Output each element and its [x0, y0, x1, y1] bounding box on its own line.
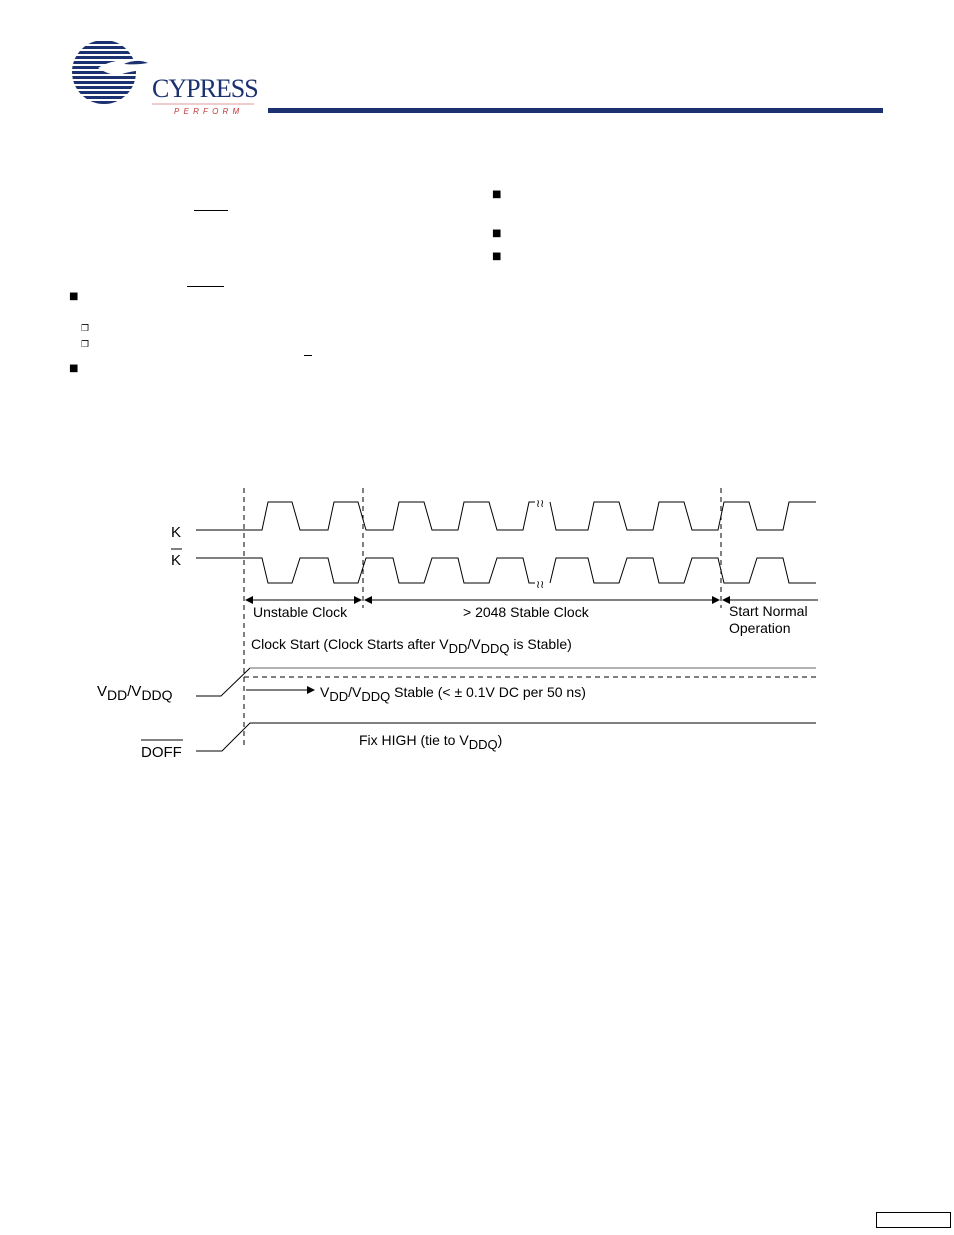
svg-text:CYPRESS: CYPRESS	[152, 74, 258, 103]
k-waveform	[196, 502, 816, 530]
vdd-ramp-line	[196, 668, 250, 696]
bullet-marker: ■	[492, 251, 502, 262]
fix-high-note: Fix HIGH (tie to VDDQ)	[359, 732, 503, 752]
page-number-box	[876, 1212, 951, 1228]
k-bar-label: K	[171, 552, 182, 569]
k-label: K	[171, 524, 182, 541]
svg-text:PERFORM: PERFORM	[174, 107, 244, 116]
doff-label: DOFF	[141, 744, 182, 761]
sub-bullet-marker: ❐	[81, 340, 90, 350]
clock-start-note: Clock Start (Clock Starts after VDD/VDDQ is Stable)	[251, 636, 572, 656]
operation-label: Operation	[729, 620, 791, 636]
sub-bullet-marker: ❐	[81, 324, 90, 334]
doff-ramp-line	[196, 723, 816, 751]
start-normal-label: Start Normal	[729, 603, 808, 619]
bullet-marker: ■	[492, 189, 502, 200]
break-symbol: ≀≀	[536, 579, 545, 591]
stable-clock-label: > 2048 Stable Clock	[463, 604, 589, 620]
bullet-marker: ■	[69, 291, 79, 302]
k-bar-waveform	[196, 558, 816, 583]
vdd-vddq-label: VDD/VDDQ	[97, 683, 173, 703]
vdd-stable-note: VDD/VDDQ Stable (< ± 0.1V DC per 50 ns)	[320, 684, 586, 704]
break-symbol: ≀≀	[536, 498, 545, 510]
bullet-marker: ■	[69, 363, 79, 374]
bullet-marker: ■	[492, 228, 502, 239]
unstable-clock-label: Unstable Clock	[253, 604, 348, 620]
